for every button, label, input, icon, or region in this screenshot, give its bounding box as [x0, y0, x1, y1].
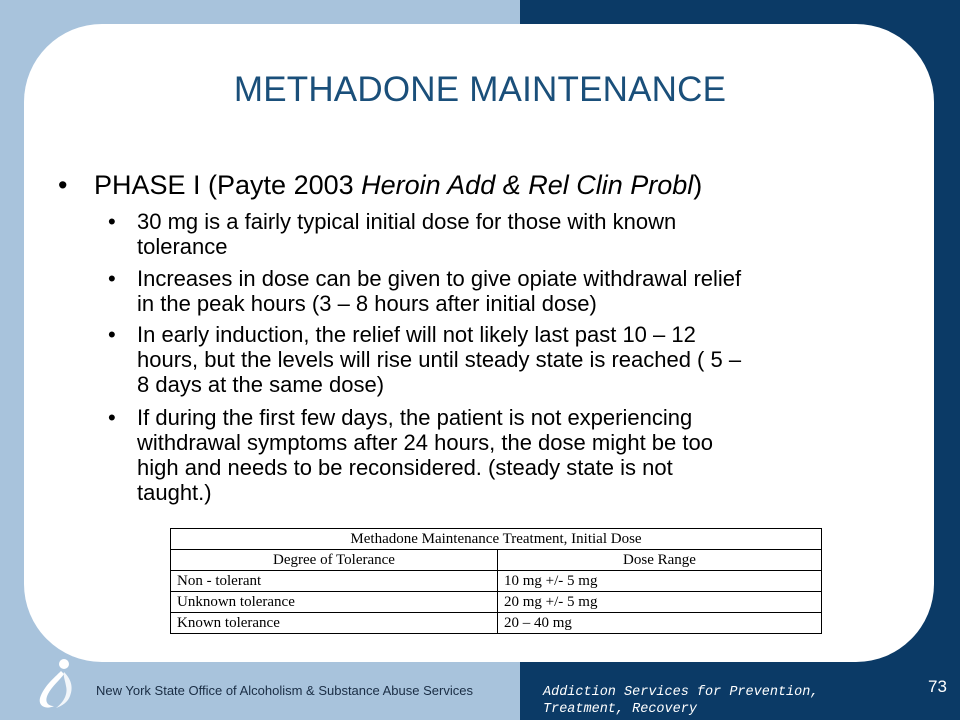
bullet-line: withdrawal symptoms after 24 hours, the dose might be too — [137, 430, 713, 455]
tagline-line: Addiction Services for Prevention, — [543, 685, 819, 700]
table-cell: Unknown tolerance — [171, 592, 498, 613]
figure-swoosh-logo-icon — [34, 656, 80, 712]
bullet-line: tolerance — [137, 234, 228, 259]
table-cell: 10 mg +/- 5 mg — [498, 571, 822, 592]
bullet-line: Increases in dose can be given to give opiate withdrawal relief — [137, 266, 742, 291]
bullet-line: in the peak hours (3 – 8 hours after initial dose) — [137, 291, 597, 316]
phase-bullet-text — [94, 168, 702, 202]
organization-name: New York State Office of Alcoholism & Substance Abuse Services — [96, 683, 473, 698]
table-row — [171, 571, 822, 592]
tagline-line: Treatment, Recovery — [543, 702, 697, 717]
table-row — [171, 592, 822, 613]
bullet-glyph: • — [108, 266, 116, 291]
table-header-tolerance: Degree of Tolerance — [171, 550, 498, 571]
bullet-line: 30 mg is a fairly typical initial dose for those with known — [137, 209, 677, 234]
table-caption: Methadone Maintenance Treatment, Initial Dose — [171, 529, 822, 550]
phase-prefix: PHASE I (Payte 2003 — [94, 170, 362, 200]
phase-journal-title: Heroin Add & Rel Clin Probl — [361, 170, 694, 200]
dose-table — [170, 528, 822, 634]
page-number: 73 — [928, 677, 947, 696]
table-cell: Non - tolerant — [171, 571, 498, 592]
phase-suffix: ) — [693, 170, 703, 200]
bullet-line: taught.) — [137, 480, 212, 505]
bullet-line: hours, but the levels will rise until steady state is reached ( 5 – — [137, 347, 742, 372]
bullet-glyph: • — [108, 322, 116, 347]
bullet-line: 8 days at the same dose) — [137, 372, 385, 397]
table-cell: 20 – 40 mg — [498, 613, 822, 634]
bullet-line: If during the first few days, the patient is not experiencing — [137, 405, 693, 430]
slide-title: METHADONE MAINTENANCE — [233, 70, 727, 109]
table-row — [171, 613, 822, 634]
table-header-dose: Dose Range — [498, 550, 822, 571]
table-cell: 20 mg +/- 5 mg — [498, 592, 822, 613]
tagline — [543, 684, 818, 718]
table-cell: Known tolerance — [171, 613, 498, 634]
bullet-line: In early induction, the relief will not likely last past 10 – 12 — [137, 322, 696, 347]
bullet-glyph: • — [108, 405, 116, 430]
bullet-glyph: • — [108, 209, 116, 234]
bullet-line: high and needs to be reconsidered. (steady state is not — [137, 455, 673, 480]
bullet-glyph: • — [58, 170, 68, 200]
